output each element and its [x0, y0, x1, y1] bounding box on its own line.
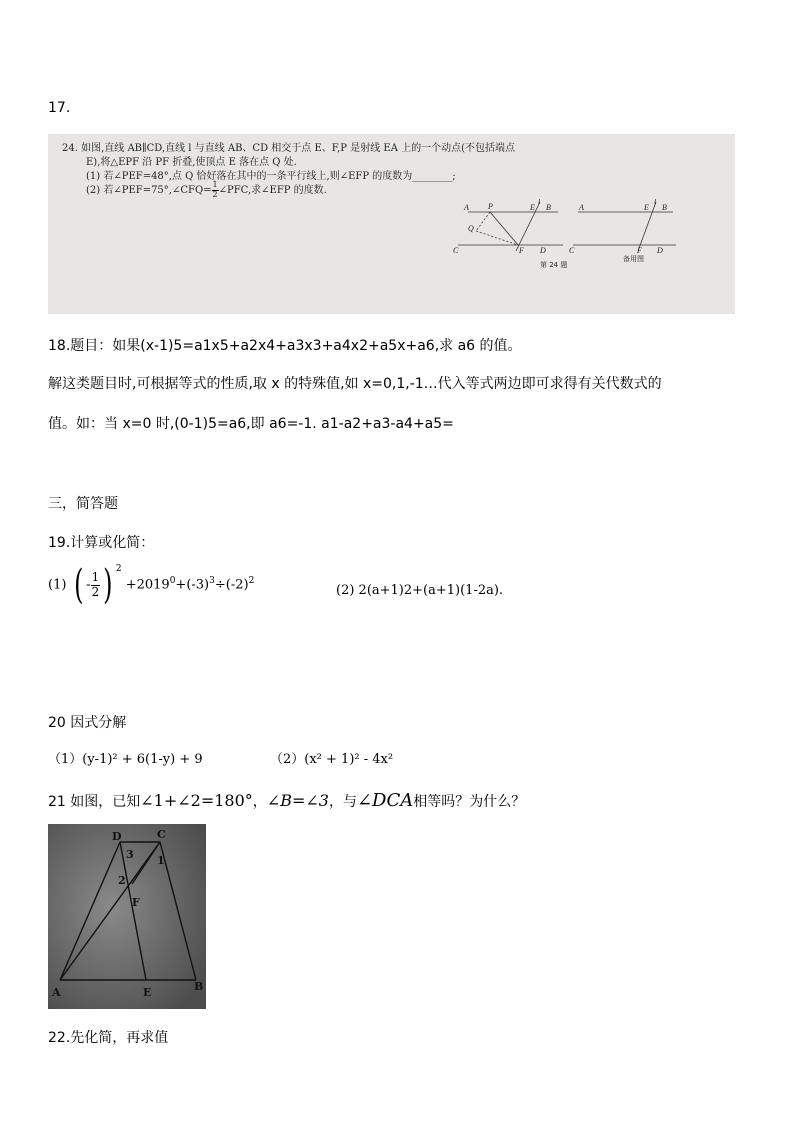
fig-label-2: 2 [118, 874, 126, 887]
label-p: P [488, 202, 493, 211]
fig-label-f: F [132, 896, 140, 909]
scanned-problem-24-image [48, 134, 735, 314]
fig-label-d: D [112, 830, 122, 843]
condition-2: ∠B=∠3 [266, 791, 329, 810]
term-2019: +2019 [125, 577, 170, 593]
scan-line-1: 24. 如图,直线 AB∥CD,直线 l 与直线 AB、CD 相交于点 E、F,P 是射线 EA 上的一个动点(不包括端点 [62, 143, 515, 154]
fig-label-b: B [194, 980, 204, 993]
label-e: E [530, 203, 535, 212]
backup-label-c: C [569, 246, 575, 255]
scan-line-2: E),将△EPF 沿 PF 折叠,使顶点 E 落在点 Q 处. [86, 157, 297, 168]
scan-line-4 [86, 181, 327, 200]
part-1-label: (1) [48, 577, 67, 593]
question-18-line-3: 值。如：当 x=0 时,(0-1)5=a6,即 a6=-1. a1-a2+a3-a4+a5= [48, 416, 454, 432]
backup-figure-caption: 备用图 [623, 255, 644, 263]
label-q: Q [468, 224, 474, 233]
fig-label-3: 3 [126, 848, 134, 861]
backup-label-f: F [637, 246, 642, 255]
segment-pq [476, 212, 490, 231]
left-paren: ( [73, 562, 84, 608]
backup-label-a: A [579, 203, 584, 212]
q21-text-a: 21 如图，已知 [48, 794, 141, 810]
fig-label-e: E [143, 986, 152, 999]
q21-text-c: ，与 [328, 794, 357, 810]
label-f: F [519, 246, 524, 255]
question-21-text [48, 790, 525, 811]
scan-frac-num: 1 [212, 180, 218, 190]
one-half-fraction [91, 571, 101, 598]
outer-exponent: 2 [115, 564, 122, 575]
label-l: l [538, 199, 541, 206]
scan-line-4-part-a: (2) 若∠PEF=75°,∠CFQ= [86, 185, 212, 196]
line-l [516, 202, 540, 251]
fig-label-1: 1 [157, 854, 165, 867]
label-d: D [540, 246, 546, 255]
exponent-3: 3 [209, 576, 215, 587]
question-18-line-1: 18.题目：如果(x-1)5=a1x5+a2x4+a3x3+a4x2+a5x+a6,求 a6 的值。 [48, 338, 522, 354]
backup-label-d: D [657, 246, 663, 255]
question-22-title: 22.先化简，再求值 [48, 1030, 169, 1046]
target-angle: ∠DCA [356, 790, 414, 811]
backup-label-b: B [662, 203, 667, 212]
backup-label-e: E [644, 203, 649, 212]
term-neg2: ÷(-2) [214, 577, 249, 593]
figure-caption: 第 24 题 [540, 261, 568, 269]
exponent-0: 0 [169, 576, 176, 587]
label-b: B [546, 203, 551, 212]
scan-fraction [212, 181, 219, 200]
question-19-part-2: (2) 2(a+1)2+(a+1)(1-2a). [336, 583, 504, 598]
section-3-heading: 三，简答题 [48, 496, 118, 512]
question-19-title: 19.计算或化简： [48, 535, 155, 551]
question-20-part-2: （2）(x² + 1)² - 4x² [270, 752, 394, 767]
label-c: C [453, 246, 459, 255]
exponent-2: 2 [248, 576, 255, 587]
fraction-numerator: 1 [91, 570, 100, 585]
right-paren: ) [103, 562, 113, 608]
question-18-line-2: 解这类题目时,可根据等式的性质,取 x 的特殊值,如 x=0,1,-1…代入等式两边即可求得有关代数式的 [48, 376, 662, 392]
scan-line-4-part-b: ∠PFC,求∠EFP 的度数. [218, 185, 327, 196]
scan-line-3: (1) 若∠PEF=48°,点 Q 恰好落在其中的一条平行线上,则∠EFP 的度数为________; [86, 171, 456, 182]
q21-text-d: 相等吗？为什么？ [413, 794, 526, 810]
backup-label-l: l [654, 199, 657, 206]
fig-label-c: C [157, 828, 166, 841]
question-19-part-1 [48, 562, 255, 608]
condition-1: ∠1+∠2=180° [140, 791, 253, 810]
fig-label-a: A [52, 986, 61, 999]
label-a: A [464, 203, 469, 212]
question-17-number: 17. [48, 100, 71, 116]
trapezoid-figure [48, 824, 206, 1009]
minus-sign: - [86, 577, 91, 593]
problem-24-figure [448, 199, 708, 309]
question-20-part-1: （1）(y-1)² + 6(1-y) + 9 [48, 752, 203, 767]
question-20-title: 20 因式分解 [48, 715, 127, 731]
question-21-figure-photo [48, 824, 206, 1009]
term-neg3: +(-3) [175, 577, 210, 593]
q21-text-b: ， [252, 794, 267, 810]
scan-frac-den: 2 [212, 190, 218, 199]
fraction-denominator: 2 [91, 584, 100, 599]
